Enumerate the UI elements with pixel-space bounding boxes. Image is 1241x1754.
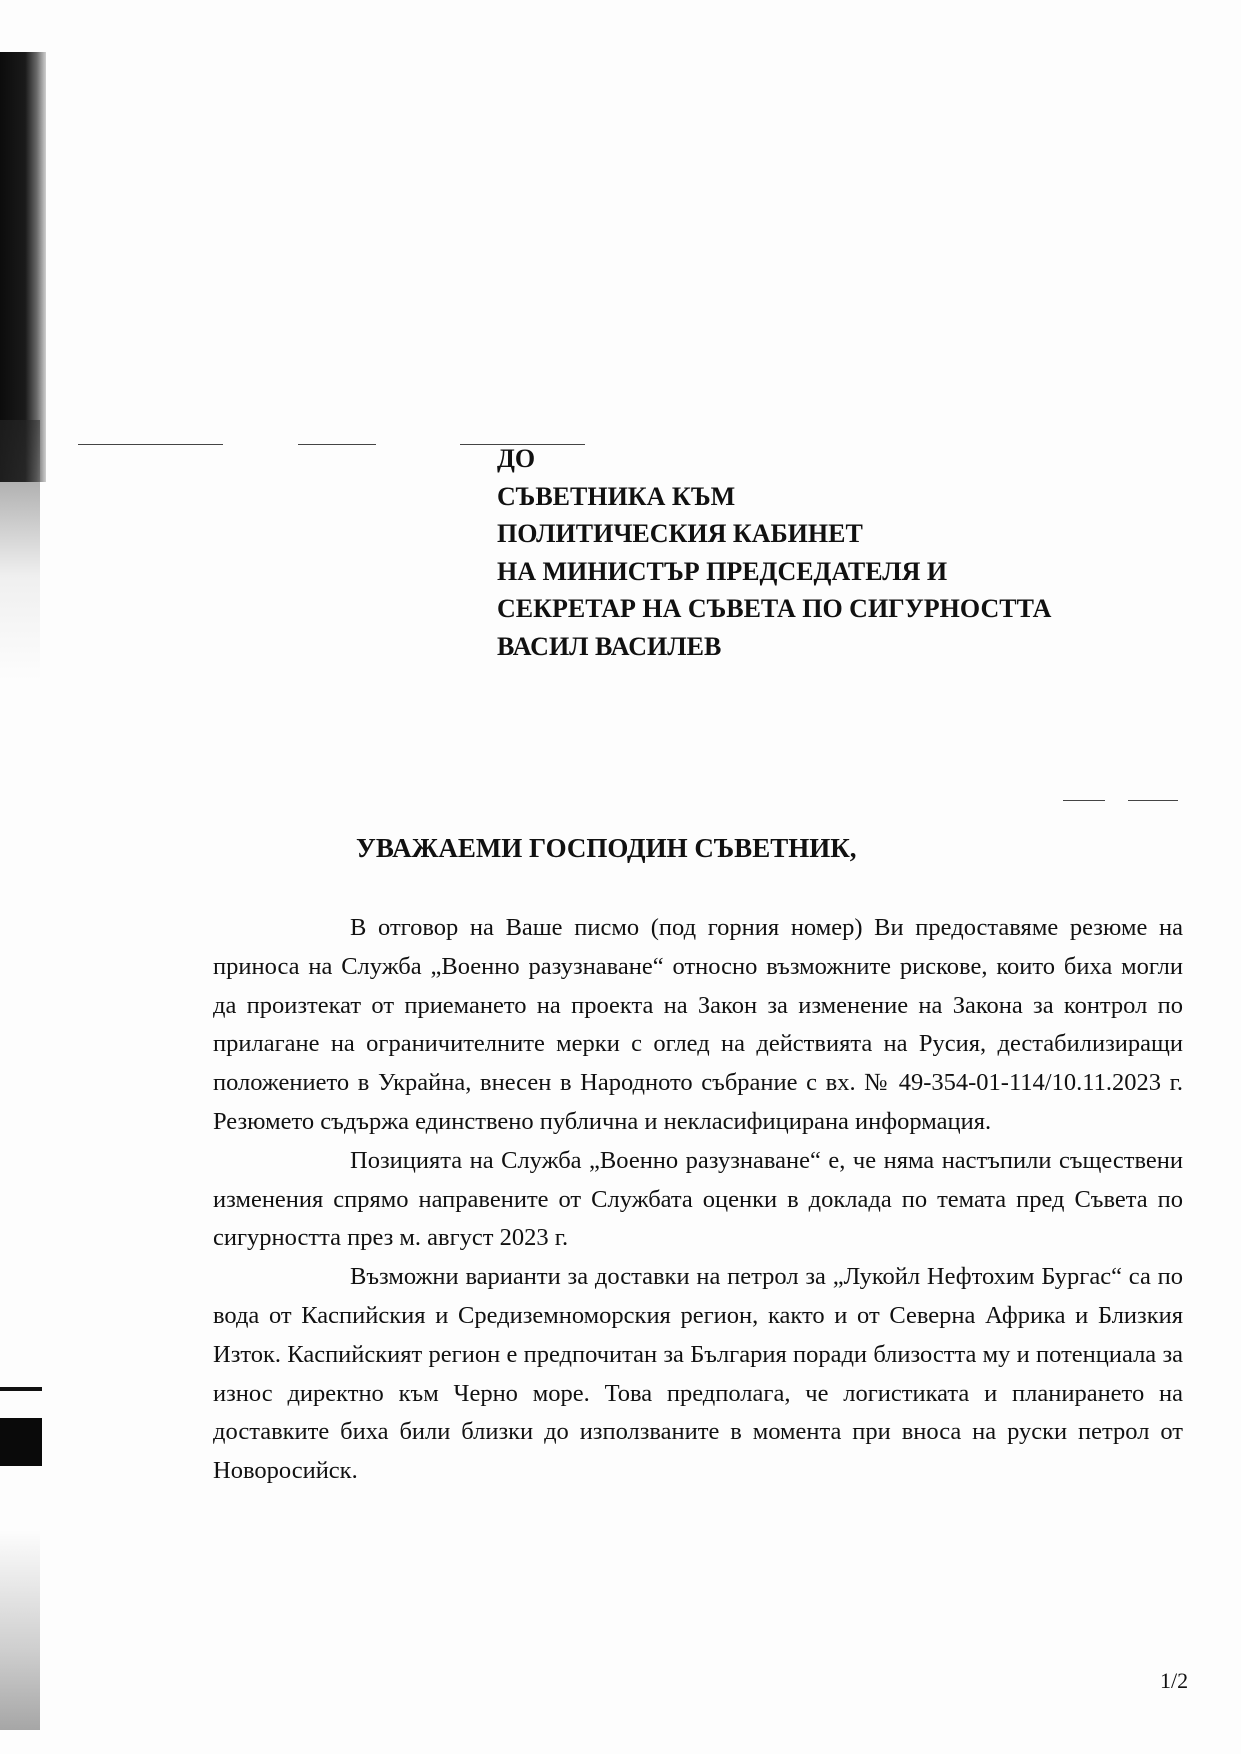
scan-edge-shadow [0,52,46,482]
scan-edge-line [0,1387,42,1391]
salutation: УВАЖАЕМИ ГОСПОДИН СЪВЕТНИК, [356,833,857,863]
body-paragraph: Позицията на Служба „Военно разузнаване“ е, че няма настъпили съществени изменения спрямо направените от Службата оценки в доклада по темата пред Съвета по сигурността през м. август 2023 г. [213,1146,1183,1252]
scan-edge-block [0,1418,42,1466]
header-dash [298,444,376,445]
header-dash [78,444,223,445]
letter-body [213,909,1183,1491]
header-dash [1063,800,1105,801]
header-dash [1128,800,1178,801]
recipient-line: ВАСИЛ ВАСИЛЕВ [497,631,722,661]
body-paragraph: В отговор на Ваше писмо (под горния номер) Ви предоставяме резюме на приноса на Служба „Военно разузнаване“ относно възможните рискове, които биха могли да произтекат от приемането на проекта на Закон за изменение на Закона за контрол по прилагане на ограничителните мерки с оглед на действията на Русия, дестабилизиращи положението в Украйна, внесен в Народното събрание с вх. № 49-354-01-114/10.11.2023 г. Резюмето съдържа единствено публична и некласифицирана информация. [213,914,1183,1135]
scan-edge-bottom [0,1530,40,1730]
recipient-line: СЪВЕТНИКА КЪМ [497,481,736,511]
recipient-line: НА МИНИСТЪР ПРЕДСЕДАТЕЛЯ И [497,556,948,586]
recipient-line: ДО [497,444,536,473]
scan-edge-fade [0,420,40,680]
recipient-line: СЕКРЕТАР НА СЪВЕТА ПО СИГУРНОСТТА [497,594,1052,623]
body-paragraph: Възможни варианти за доставки на петрол за „Лукойл Нефтохим Бургас“ са по вода от Каспийския и Средиземноморския регион, както и от Северна Африка и Близкия Изток. Каспийският регион е предпочитан за България поради близостта му и потенциала за износ директно към Черно море. Това предполага, че логистиката и планирането на доставките биха били близки до използваните в момента при вноса на руски петрол от Новоросийск. [213,1263,1183,1485]
recipient-block [497,440,1051,665]
recipient-line: ПОЛИТИЧЕСКИЯ КАБИНЕТ [497,519,863,548]
page-number: 1/2 [1160,1668,1189,1693]
